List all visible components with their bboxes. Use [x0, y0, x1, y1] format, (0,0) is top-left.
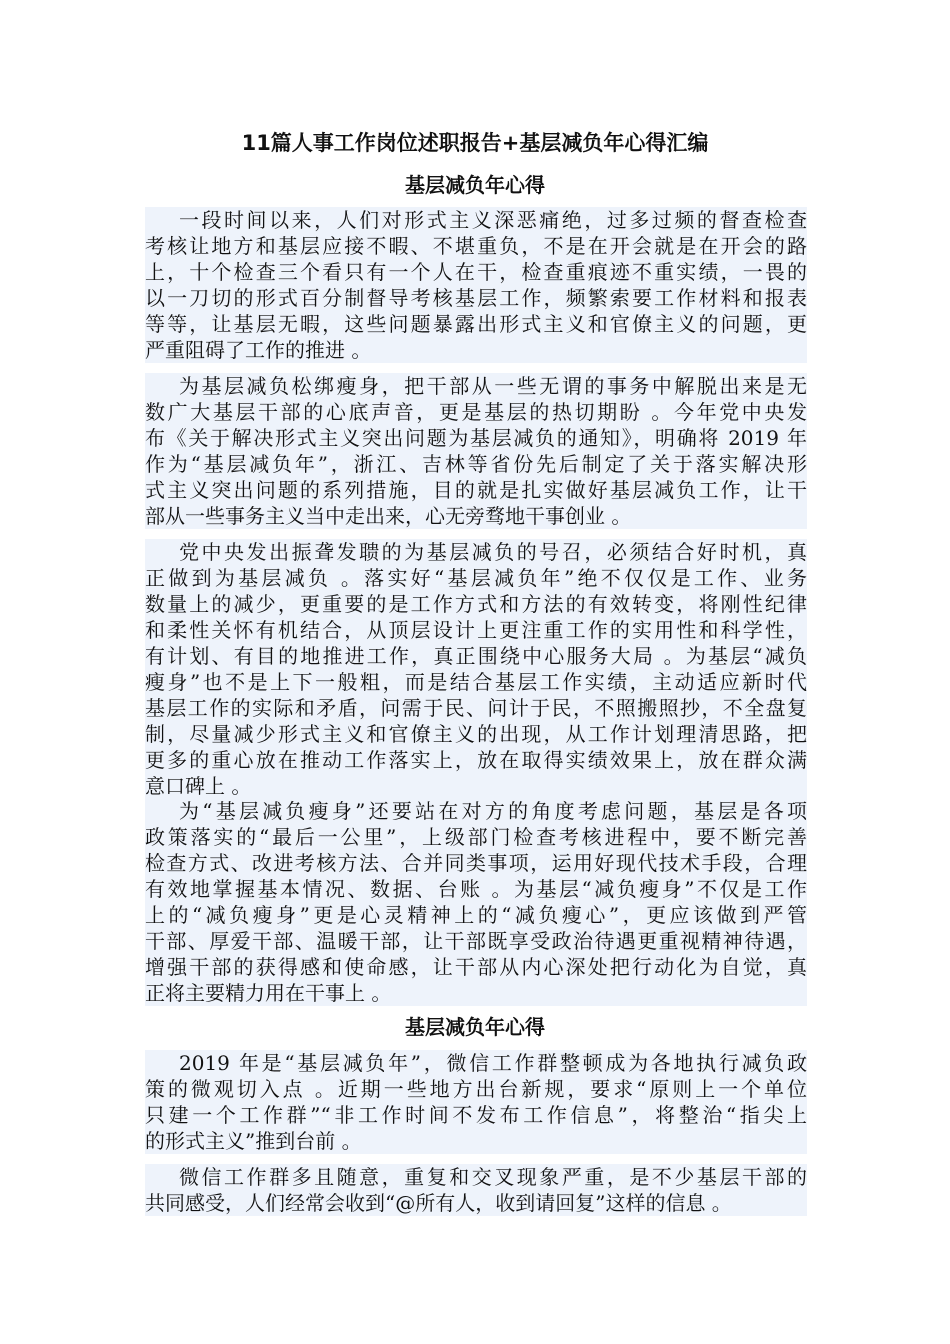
text-line: 布《关于解决形式主义突出问题为基层减负的通知》，明确将 2019 年	[145, 426, 807, 450]
text-line: 有计划、有目的地推进工作，真正围绕中心服务大局 。为基层“减负	[145, 644, 807, 668]
text-line: 策的微观切入点 。近期一些地方出台新规，要求“原则上一个单位	[145, 1077, 807, 1101]
text-line: 干部、厚爱干部、温暖干部，让干部既享受政治待遇更重视精神待遇，	[145, 929, 807, 953]
text-line: 正做到为基层减负 。落实好“基层减负年”绝不仅仅是工作、业务	[145, 566, 807, 590]
text-line: 检查方式、改进考核方法、合并同类事项，运用好现代技术手段，合理	[145, 851, 807, 875]
document-title: 11篇人事工作岗位述职报告+基层减负年心得汇编	[241, 131, 709, 155]
section-heading-2: 基层减负年心得	[405, 1015, 545, 1039]
text-line: 基层工作的实际和矛盾，问需于民、问计于民，不照搬照抄，不全盘复	[145, 696, 807, 720]
paragraph	[145, 1164, 807, 1216]
paragraph	[145, 798, 807, 1006]
text-line: 上，十个检查三个看只有一个人在干，检查重痕迹不重实绩，一畏的	[145, 260, 807, 284]
text-line: 2019 年是“基层减负年”，微信工作群整顿成为各地执行减负政	[145, 1050, 807, 1076]
text-line: 政策落实的“最后一公里”，上级部门检查考核进程中，要不断完善	[145, 825, 807, 849]
text-line: 和柔性关怀有机结合，从顶层设计上更注重工作的实用性和科学性，	[145, 618, 807, 642]
text-line: 为“基层减负瘦身”还要站在对方的角度考虑问题，基层是各项	[145, 798, 807, 824]
text-line: 正将主要精力用在干事上 。	[145, 980, 807, 1006]
text-line: 部从一些事务主义当中走出来，心无旁骛地干事创业 。	[145, 503, 807, 529]
text-line: 一段时间以来，人们对形式主义深恶痛绝，过多过频的督查检查	[145, 207, 807, 233]
text-line: 制，尽量减少形式主义和官僚主义的出现，从工作计划理清思路，把	[145, 722, 807, 746]
section-heading-1: 基层减负年心得	[405, 173, 545, 197]
text-line: 增强干部的获得感和使命感，让干部从内心深处把行动化为自觉，真	[145, 955, 807, 979]
text-line: 只建一个工作群”“非工作时间不发布工作信息”，将整治“指尖上	[145, 1103, 807, 1127]
paragraph	[145, 539, 807, 799]
text-line: 数量上的减少，更重要的是工作方式和方法的有效转变，将刚性纪律	[145, 592, 807, 616]
text-line: 等等，让基层无暇，这些问题暴露出形式主义和官僚主义的问题，更	[145, 312, 807, 336]
text-line: 更多的重心放在推动工作落实上，放在取得实绩效果上，放在群众满	[145, 748, 807, 772]
text-line: 数广大基层干部的心底声音，更是基层的热切期盼 。今年党中央发	[145, 400, 807, 424]
text-line: 的形式主义”推到台前 。	[145, 1128, 807, 1154]
text-line: 共同感受，人们经常会收到“@所有人，收到请回复”这样的信息 。	[145, 1190, 807, 1216]
text-line: 意口碑上 。	[145, 773, 807, 799]
text-line: 式主义突出问题的系列措施，目的就是扎实做好基层减负工作，让干	[145, 478, 807, 502]
paragraph	[145, 207, 807, 363]
text-line: 党中央发出振聋发聩的为基层减负的号召，必须结合好时机，真	[145, 539, 807, 565]
text-line: 考核让地方和基层应接不暇、不堪重负，不是在开会就是在开会的路	[145, 234, 807, 258]
paragraph	[145, 1050, 807, 1154]
text-line: 瘦身”也不是上下一般粗，而是结合基层工作实绩，主动适应新时代	[145, 670, 807, 694]
text-line: 严重阻碍了工作的推进 。	[145, 337, 807, 363]
text-line: 微信工作群多且随意，重复和交叉现象严重，是不少基层干部的	[145, 1164, 807, 1190]
text-line: 作为“基层减负年”，浙江、吉林等省份先后制定了关于落实解决形	[145, 452, 807, 476]
paragraph	[145, 373, 807, 529]
text-line: 为基层减负松绑瘦身，把干部从一些无谓的事务中解脱出来是无	[145, 373, 807, 399]
text-line: 有效地掌握基本情况、数据、台账 。为基层“减负瘦身”不仅是工作	[145, 877, 807, 901]
text-line: 以一刀切的形式百分制督导考核基层工作，频繁索要工作材料和报表	[145, 286, 807, 310]
text-line: 上的“减负瘦身”更是心灵精神上的“减负瘦心”，更应该做到严管	[145, 903, 807, 927]
